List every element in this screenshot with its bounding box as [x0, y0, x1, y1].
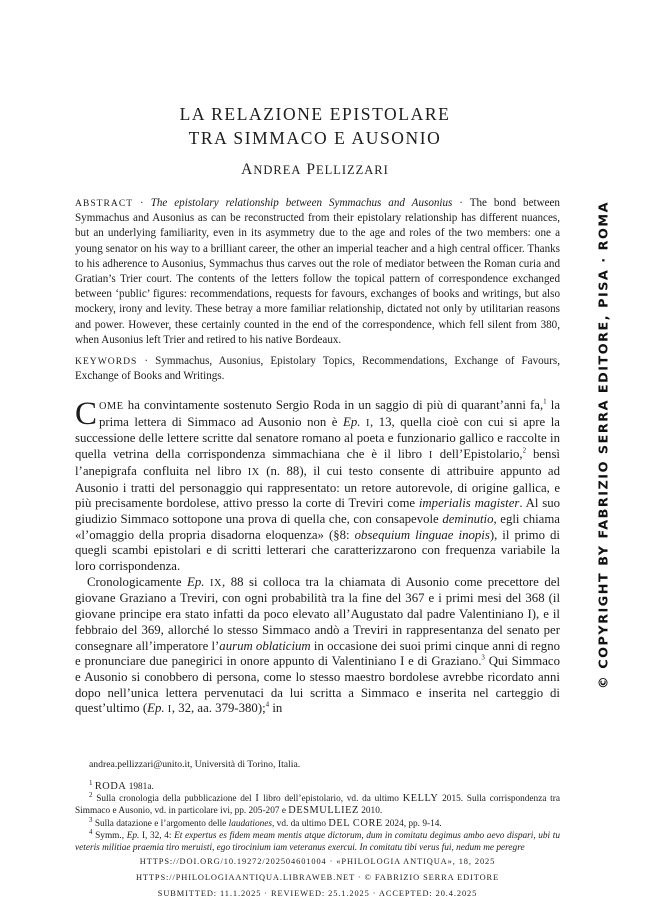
body-paragraph-2 — [75, 575, 560, 718]
abstract — [75, 196, 560, 348]
footnote-4-quote: Et expertus es fidem meam mentis atque dictorum, dum in comitatu degimus ambo aevo dispari, ubi tu veteris militiae praemia tiro meruisti, ego tirocinium iam veteranus exercui. In comitatu tibi verus fui, nedum me peregre — [75, 830, 560, 854]
footnote-4-number: 4 — [89, 827, 93, 836]
p1-book-num: I — [428, 450, 433, 462]
author-first-rest: NDREA — [253, 163, 302, 177]
footnote-3-number: 3 — [89, 815, 93, 824]
p1-text-d: dell’Epistolario, — [432, 447, 523, 462]
footnote-2-number: 2 — [89, 791, 93, 800]
p1-imperialis-magister: imperialis magister — [418, 496, 520, 511]
keywords-text: · Symmachus, Ausonius, Epistolary Topics, Recommendations, Exchange of Favours, Exchange of Books and Writings. — [75, 355, 560, 383]
p2-text-e: , 32, aa. 379-380); — [171, 701, 266, 716]
footnote-2-author-2: DESMULLIEZ — [288, 805, 359, 817]
footnotes — [75, 778, 560, 854]
p2-text-a: Cronologicamente — [87, 574, 188, 589]
p2-text-c: in occasione dei suoi primi cinque anni di regno e pronunciare due panegirici in onore appunto di Valentiniano I e di Graziano. — [75, 638, 560, 669]
body-paragraph-1 — [75, 398, 560, 575]
p2-text-b: , 88 si colloca tra la chiamata di Ausonio come precettore del giovane Graziano a Treviri, con ogni probabilità tra la fine del 367 e i primi mesi del 368 (il giovane principe era stato infatti da poco elevato all’Augustato dal padre Valentiniano I), e il febbraio del 369, allorché lo stesso Simmaco andò a Treviri in rappresentanza del senato per consegnare all’imperatore l’ — [75, 574, 560, 653]
footer-url-line: HTTPS://PHILOLOGIAANTIQUA.LIBRAWEB.NET · © FABRIZIO SERRA EDITORE — [135, 873, 500, 882]
p2-text-d: Qui Simmaco e Ausonio si conobbero di persona, come lo stesso maestro bordolese avrebbe ricordato anni dopo nell’unica lettera pervenutaci da lui scritta a Simmaco e inserita nel carteggio di quest’ultimo ( — [75, 654, 561, 716]
footnote-2-author-1: KELLY — [402, 793, 439, 805]
footer-dates-line: SUBMITTED: 11.1.2025 · REVIEWED: 25.1.2025 · ACCEPTED: 20.4.2025 — [157, 889, 478, 898]
p2-aurum-oblaticium: aurum oblaticium — [219, 638, 311, 653]
p2-text-f: in — [269, 701, 283, 716]
author-last-initial: P — [306, 161, 316, 178]
p1-text-a: ha convintamente sostenuto Sergio Roda in un saggio di più di quarant’anni fa, — [123, 398, 544, 412]
keywords-label: KEYWORDS — [75, 356, 138, 367]
author-last-rest: ELLIZZARI — [315, 163, 389, 177]
footnote-ref-4[interactable]: 4 — [265, 701, 270, 710]
p1-ep-num: I — [365, 417, 371, 429]
p2-ep-ref-2: Ep. — [147, 701, 168, 716]
footnote-2-book: I — [255, 793, 260, 805]
p1-obsequium: obsequium linguae inopis — [354, 527, 490, 542]
footnote-1-number: 1 — [89, 778, 93, 787]
footnote-1-author: RODA — [94, 781, 127, 792]
footnote-2-text-a: Sulla cronologia della pubblicazione del — [92, 794, 256, 805]
p1-text-e: bensì l’anepigrafa confluita nel libro — [75, 447, 560, 478]
footnote-3-text-c: 2024, pp. 9-14. — [382, 818, 442, 829]
p1-text-f: (n. 88), il cui testo consente di attribuire appunto ad Ausonio i tratti del personaggio qui rappresentato: un retore autorevole, di origine gallica, e più precisamente bordolese, attivo presso la corte di Treviri come — [75, 463, 560, 511]
footnote-ref-2[interactable]: 2 — [522, 446, 527, 455]
p1-deminutio: deminutio — [442, 511, 494, 526]
footnote-3-text-a: Sulla datazione e l’argomento delle — [92, 818, 229, 829]
article-title-line-1: LA RELAZIONE EPISTOLARE — [179, 104, 451, 124]
p1-text-b: la prima lettera di Simmaco ad Ausonio non è — [99, 398, 561, 429]
p1-text-h: , egli chiama «l’omaggio della propria disadorna eloquenza» (§8: — [75, 511, 560, 542]
author-email-affiliation: andrea.pellizzari@unito.it, Università di Torino, Italia. — [89, 759, 301, 770]
keywords — [75, 354, 560, 384]
footer-doi-line: HTTPS://DOI.ORG/10.19272/202504601004 · «PHILOLOGIA ANTIQUA», 18, 2025 — [139, 857, 496, 866]
article-title-line-2: TRA SIMMACO E AUSONIO — [188, 128, 442, 148]
footnote-1-text: 1981a. — [126, 782, 154, 792]
article-body — [75, 398, 560, 718]
footnote-2-text-c: 2015. Sulla corrispondenza tra Simmaco e Ausonio, vd. in particolare ivi, pp. 205-207 e — [75, 794, 560, 817]
footnote-2 — [75, 793, 560, 817]
footnote-2-text-d: 2010. — [358, 806, 383, 817]
footnote-4-ep: Ep. — [126, 830, 140, 841]
abstract-label: ABSTRACT — [75, 198, 134, 209]
footnote-3 — [75, 815, 560, 830]
abstract-text: · The bond between Symmachus and Ausonius as can be reconstructed from their epistolary relationship has different nuances, but an underlying familiarity, even in its asymmetry due to the age and roles of the two members: one a young senator on his way to a brilliant career, the other an imperial teacher and a high central officer. Thanks to his adherence to Ausonius, Symmachus thus carves out the role of mediator between the Roman curia and Gratian’s Trier court. The contents of the letters follow the topical pattern of correspondence exchanged between ‘public’ figures: recommendations, requests for favours, exchanges of books and writings, but also mockery, irony and levity. These betray a more familiar relationship, dictated not only by utilitarian reasons and power. However, these certainly counted in the end of the correspondence, which fell silent from 380, when Ausonius left Trier and retired to his native Bordeaux. — [75, 197, 560, 346]
p1-text-c: , 13, quella cioè con cui si apre la successione delle lettere scritte dal senatore romano al poeta e funzionario gallico e raccolte in quella vetrina della corrispondenza simmachiana che è il libro — [75, 414, 560, 462]
footnote-4-text-a: Symm., — [92, 830, 127, 841]
p2-ep-num-2: I — [167, 704, 172, 716]
footnote-3-laudationes: laudationes — [228, 818, 273, 829]
p1-book-9: IX — [247, 466, 260, 478]
p2-ep-ref: Ep. — [187, 574, 210, 589]
copyright-sidebar — [593, 201, 615, 689]
p1-text-i: ), il primo di quegli scambi epistolari e di scritti letterari che caratterizzarono con frequenza variabile la loro corrispondenza. — [75, 527, 560, 574]
abstract-sep: · — [133, 197, 151, 209]
footnote-4-text-b: I, 32, 4: — [139, 830, 175, 841]
footnote-ref-3[interactable]: 3 — [481, 653, 485, 662]
footnote-2-text-b: libro dell’epistolario, vd. da ultimo — [259, 794, 403, 805]
p1-text-g: . Al suo giudizio Simmaco sottopone una prova di quella che, con consapevole — [75, 496, 561, 526]
footnote-4 — [75, 827, 560, 854]
author-first-initial: A — [241, 161, 254, 178]
footnote-ref-1[interactable]: 1 — [543, 397, 547, 406]
footnote-3-author: DEL CORE — [328, 817, 383, 829]
drop-cap: C — [75, 396, 98, 432]
author-name — [90, 161, 540, 179]
copyright-text: © COPYRIGHT BY FABRIZIO SERRA EDITORE, PISA · ROMA — [596, 201, 612, 689]
footnote-1 — [75, 778, 560, 793]
p1-ep-ref: Ep. — [343, 414, 366, 429]
abstract-english-title: The epistolary relationship between Symmachus and Ausonius — [150, 197, 453, 209]
footnote-3-text-b: , vd. da ultimo — [272, 818, 329, 829]
opening-smallcaps: OME — [99, 401, 124, 412]
p2-ep-num: IX — [209, 577, 223, 589]
